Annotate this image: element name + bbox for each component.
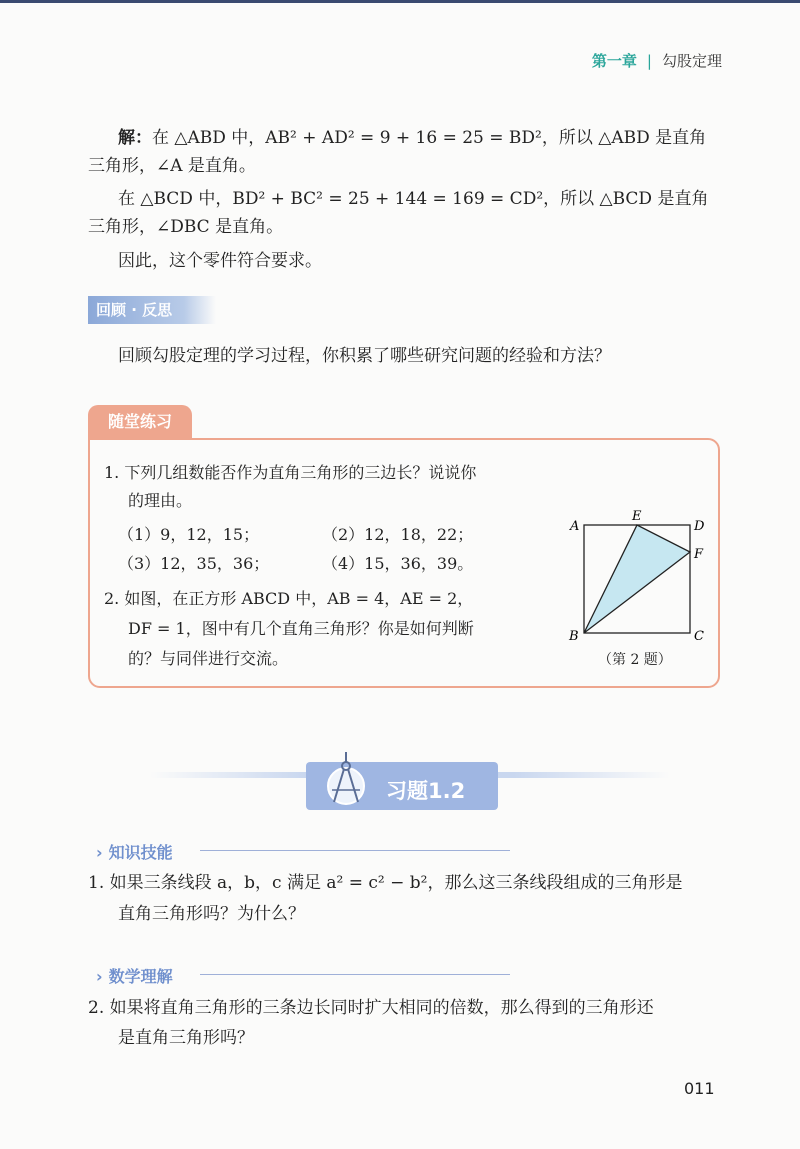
practice-q1-option-2: （2）12，18，22；	[322, 525, 474, 544]
solution-line-3: 在 △BCD 中，BD² + BC² = 25 + 144 = 169 = CD²，所以 △BCD 是直角	[118, 189, 709, 209]
practice-q2-line3: 的？与同伴进行交流。	[128, 649, 289, 668]
point-label-d: D	[694, 519, 705, 534]
solution-line-5: 因此，这个零件符合要求。	[118, 251, 322, 271]
triangle-bef	[584, 525, 690, 633]
exercise-item-1-line2: 直角三角形吗？为什么？	[118, 904, 305, 924]
practice-q2-line1: 2. 如图，在正方形 ABCD 中，AB = 4，AE = 2，	[104, 589, 474, 608]
chevron-right-icon: ›	[96, 967, 103, 986]
point-label-b: B	[569, 629, 579, 644]
solution-line-1: 解：在 △ABD 中，AB² + AD² = 9 + 16 = 25 = BD²，所以 △ABD 是直角	[118, 128, 707, 148]
exercise-item-2-line2: 是直角三角形吗？	[118, 1028, 254, 1048]
practice-tab: 随堂练习	[88, 405, 192, 439]
solution-line-4: 三角形，∠DBC 是直角。	[88, 217, 284, 237]
practice-q1-option-4: （4）15，36，39。	[322, 554, 474, 573]
chapter-label: 第一章	[591, 52, 637, 70]
point-label-e: E	[632, 509, 642, 524]
practice-q1-line1: 1. 下列几组数能否作为直角三角形的三边长？说说你	[104, 463, 477, 482]
top-border	[0, 0, 800, 3]
exercise-title: 习题1.2	[386, 779, 466, 803]
section-math-understanding: › 数学理解	[96, 967, 173, 986]
practice-q1-option-1: （1）9，12，15；	[118, 525, 260, 544]
header-separator: |	[646, 52, 652, 70]
point-label-a: A	[570, 519, 580, 534]
practice-q1-option-3: （3）12，35，36；	[118, 554, 270, 573]
solution-label: 解：	[118, 128, 152, 148]
page-number: 011	[684, 1079, 715, 1098]
practice-q1-line2: 的理由。	[128, 491, 193, 510]
review-text: 回顾勾股定理的学习过程，你积累了哪些研究问题的经验和方法？	[118, 346, 611, 366]
practice-q2-line2: DF = 1，图中有几个直角三角形？你是如何判断	[128, 619, 474, 638]
compass-icon	[318, 746, 374, 812]
point-label-f: F	[694, 547, 704, 562]
exercise-item-2-line1: 2. 如果将直角三角形的三条边长同时扩大相同的倍数，那么得到的三角形还	[88, 998, 654, 1018]
section-knowledge-skills: › 知识技能	[96, 843, 173, 862]
solution-line-2: 三角形，∠A 是直角。	[88, 156, 256, 176]
running-header	[592, 50, 722, 71]
point-label-c: C	[694, 629, 704, 644]
chevron-right-icon: ›	[96, 843, 103, 862]
chapter-topic: 勾股定理	[661, 52, 722, 70]
figure-caption: （第 2 题）	[598, 652, 672, 668]
section-rule-1	[200, 850, 510, 851]
exercise-item-1-line1: 1. 如果三条线段 a，b，c 满足 a² = c² − b²，那么这三条线段组成的三角形是	[88, 873, 683, 893]
square-figure	[566, 506, 716, 646]
section-rule-2	[200, 974, 510, 975]
review-tag: 回顾 · 反思	[88, 296, 216, 324]
